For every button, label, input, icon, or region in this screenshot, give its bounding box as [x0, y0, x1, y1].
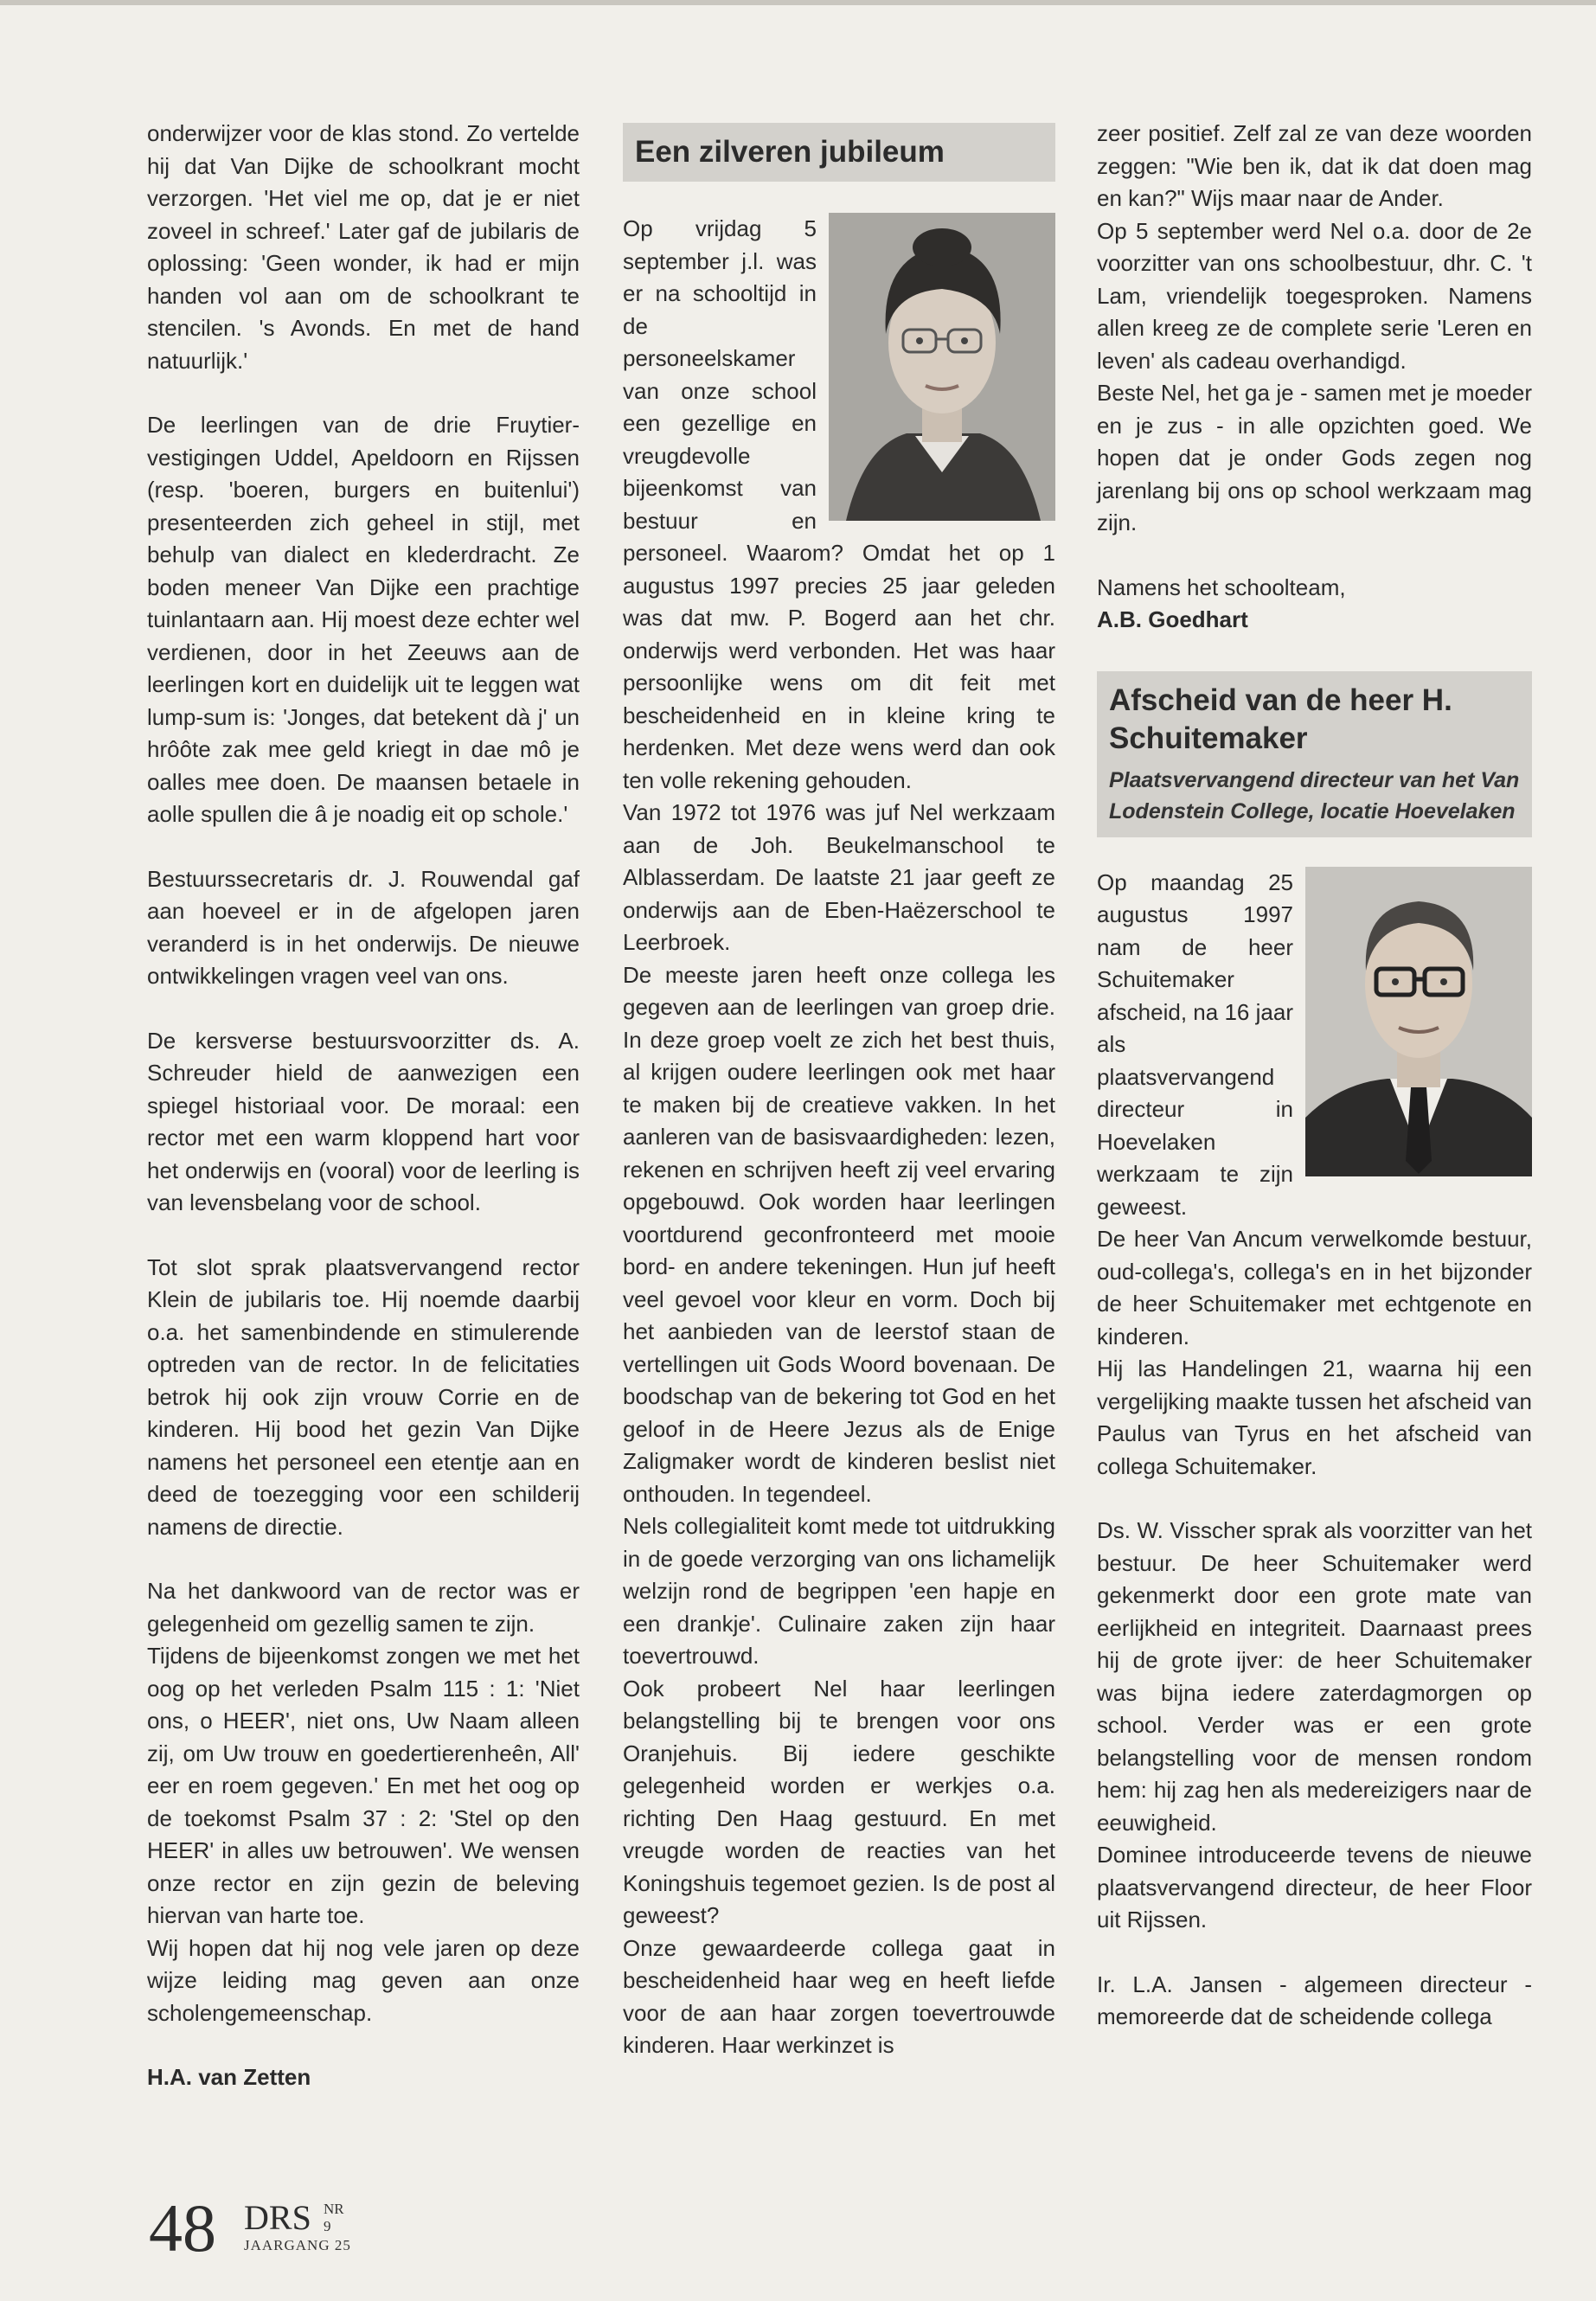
paragraph: De leerlingen van de drie Fruytier-vestigingen Uddel, Apeldoorn en Rijssen (resp. 'boeren, burgers en buitenlui') presenteerden zich geheel in stijl, met behulp van dialect en klederdracht. Ze boden meneer Van Dijke een prachtige tuinlantaarn aan. Hij moest deze echter wel verdienen, door in het Zeeuws aan de leerlingen kort en duidelijk uit te leggen wat lump-sum is: 'Jonges, dat betekent dà j' un hrôôte zak mee geld kriegt in dae mô je oalles mee doen. De maansen betaele in aolle spullen die â je noadig eit op schole.': [147, 412, 580, 827]
paragraph: Beste Nel, het ga je - samen met je moeder en je zus - in alle opzichten goed. We hopen dat je onder Gods zegen nog jarenlang bij ons op school werkzaam mag zijn.: [1097, 380, 1532, 535]
paragraph: Van 1972 tot 1976 was juf Nel werkzaam aan de Joh. Beukelmanschool te Alblasserdam. De laatste 21 jaar geeft ze onderwijs aan de Eben-Haëzerschool te Leerbroek.: [623, 799, 1055, 955]
paragraph: Tijdens de bijeenkomst zongen we met het oog op het verleden Psalm 115 : 1: 'Niet ons, o HEER', niet ons, Uw Naam alleen zij, om Uw trouw en goedertierenheên, All' eer en roem gegeven.' En met het oog op de toekomst Psalm 37 : 2: 'Stel op den HEER' in alles uw betrouwen'. We wensen onze rector en zijn gezin de beleving hiervan van harte toe.: [147, 1643, 580, 1928]
column-2: [623, 118, 1055, 2062]
top-border: [0, 0, 1596, 5]
magazine-name: DRS: [244, 2198, 311, 2237]
paragraph: Nels collegialiteit komt mede tot uitdrukking in de goede verzorging van ons lichamelijk welzijn rond de begrippen 'een hapje en een drankje'. Culinaire zaken zijn haar toevertrouwd.: [623, 1513, 1055, 1669]
paragraph: Wij hopen dat hij nog vele jaren op deze wijze leiding mag geven aan onze scholengemeenschap.: [147, 1934, 580, 2026]
paragraph: Op 5 september werd Nel o.a. door de 2e voorzitter van ons schoolbestuur, dhr. C. 't Lam, vriendelijk toegesproken. Namens allen kreeg ze de complete serie 'Leren en leven' als cadeau overhandigd.: [1097, 217, 1532, 374]
paragraph: Na het dankwoord van de rector was er gelegenheid om gezellig samen te zijn.: [147, 1578, 580, 1637]
column-3: [1097, 118, 1532, 2034]
author-signature: A.B. Goedhart: [1097, 606, 1248, 632]
article-heading-box: [1097, 671, 1532, 837]
portrait-man-image: [1305, 867, 1532, 1176]
article-subheading: Plaatsvervangend directeur van het Van Lodenstein College, locatie Hoevelaken: [1109, 767, 1520, 824]
volume-label: JAARGANG 25: [244, 2237, 351, 2253]
paragraph: Tot slot sprak plaatsvervangend rector Klein de jubilaris toe. Hij noemde daarbij o.a. het samenbindende en stimulerende optreden van de rector. In de felicitaties betrok hij ook zijn vrouw Corrie en de kinderen. Hij bood het gezin Van Dijke namens het personeel een etentje aan en deed de toezegging voor een schilderij namens de directie.: [147, 1253, 580, 1540]
author-signature: H.A. van Zetten: [147, 2064, 311, 2090]
paragraph: Ook probeert Nel haar leerlingen belangstelling bij te brengen voor ons Oranjehuis. Bij iedere geschikte gelegenheid worden er werkjes o.a. richting Den Haag gestuurd. En met vreugde worden de reacties van het Koningshuis tegemoet gezien. Is de post al geweest?: [623, 1675, 1055, 1928]
paragraph: De kersverse bestuursvoorzitter ds. A. Schreuder hield de aanwezigen een spiegel historiaal voor. De moraal: een rector met een warm kloppend hart voor het onderwijs en (vooral) voor de leerling is van levensbelang voor de school.: [147, 1027, 580, 1215]
paragraph: Bestuurssecretaris dr. J. Rouwendal gaf aan hoeveel er in de afgelopen jaren veranderd is in het onderwijs. De nieuwe ontwikkelingen vragen veel van ons.: [147, 865, 580, 989]
article-heading-box: [623, 123, 1055, 182]
portrait-woman-image: [829, 213, 1055, 521]
portrait-photo-man: [1305, 867, 1532, 1176]
issue-number: NR 9: [324, 2201, 344, 2234]
closing-line: Namens het schoolteam,: [1097, 574, 1346, 600]
paragraph: zeer positief. Zelf zal ze van deze woorden zeggen: "Wie ben ik, dat ik dat doen mag en kan?" Wijs maar naar de Ander.: [1097, 120, 1532, 211]
paragraph: Op maandag 25 augustus 1997 nam de heer Schuitemaker afscheid, na 16 jaar als plaatsvervangend directeur in Hoevelaken werkzaam te zijn geweest.: [1097, 868, 1293, 1220]
article-heading: Afscheid van de heer H. Schuitemaker: [1109, 683, 1452, 755]
column-1: [147, 118, 580, 2126]
paragraph: De heer Van Ancum verwelkomde bestuur, oud-collega's, collega's en in het bijzonder de heer Schuitemaker met echtgenote en kinderen.: [1097, 1226, 1532, 1349]
page-number: 48: [149, 2190, 216, 2266]
paragraph: Ds. W. Visscher sprak als voorzitter van het bestuur. De heer Schuitemaker werd gekenmerkt door een grote mate van eerlijkheid en integriteit. Daarnaast prees hij de grote ijver: de heer Schuitemaker was bijna iedere zaterdagmorgen op school. Verder was er een grote belangstelling voor de mensen rondom hem: hij zag hen als medereizigers naar de eeuwigheid.: [1097, 1517, 1532, 1836]
paragraph: Ir. L.A. Jansen - algemeen directeur - memoreerde dat de scheidende collega: [1097, 1971, 1532, 2029]
paragraph: Hij las Handelingen 21, waarna hij een vergelijking maakte tussen het afscheid van Paulus van Tyrus en het afscheid van collega Schuitemaker.: [1097, 1356, 1532, 1479]
paragraph: onderwijzer voor de klas stond. Zo vertelde hij dat Van Dijke de schoolkrant mocht verzorgen. 'Het viel me op, dat je er niet zoveel in schreef.' Later gaf de jubilaris de oplossing: 'Geen wonder, ik had er mijn handen vol aan om de schoolkrant te stencilen. 's Avonds. En met de hand natuurlijk.': [147, 120, 580, 374]
paragraph: Op vrijdag 5 september j.l. was er na schooltijd in de personeelskamer van onze school een gezellige en vreugdevolle bijeenkomst van bestuur en personeel. Waarom? Omdat het op 1 augustus 1997 precies 25 jaar geleden was dat mw. P. Bogerd aan het chr. onderwijs werd verbonden. Het was haar persoonlijke wens om dit feit met bescheidenheid en in kleine kring te herdenken. Met deze wens werd dan ook ten volle rekening gehouden.: [623, 215, 1055, 793]
paragraph: Onze gewaardeerde collega gaat in bescheidenheid haar weg en heeft liefde voor de aan haar zorgen toevertrouwde kinderen. Haar werkinzet is: [623, 1934, 1055, 2058]
paragraph: De meeste jaren heeft onze collega les gegeven aan de leerlingen van groep drie. In deze groep voelt ze zich het best thuis, al krijgen oudere leerlingen ook met haar te maken bij de creatieve vakken. In het aanleren van de basisvaardigheden: lezen, rekenen en schrijven heeft zij veel ervaring opgebouwd. Ook worden haar leerlingen voortdurend geconfronteerd met mooie bord- en andere tekeningen. Hun juf heeft veel gevoel voor kleur en vorm. Doch bij het aanbieden van de leerstof staan de vertellingen uit Gods Woord bovenaan. De boodschap van de bekering tot God en het geloof in de Heere Jezus als de Enige Zaligmaker wordt de kinderen beslist niet onthouden. In tegendeel.: [623, 961, 1055, 1507]
article-heading: Een zilveren jubileum: [635, 135, 945, 169]
portrait-photo-woman: [829, 213, 1055, 521]
paragraph: Dominee introduceerde tevens de nieuwe plaatsvervangend directeur, de heer Floor uit Rijssen.: [1097, 1842, 1532, 1932]
